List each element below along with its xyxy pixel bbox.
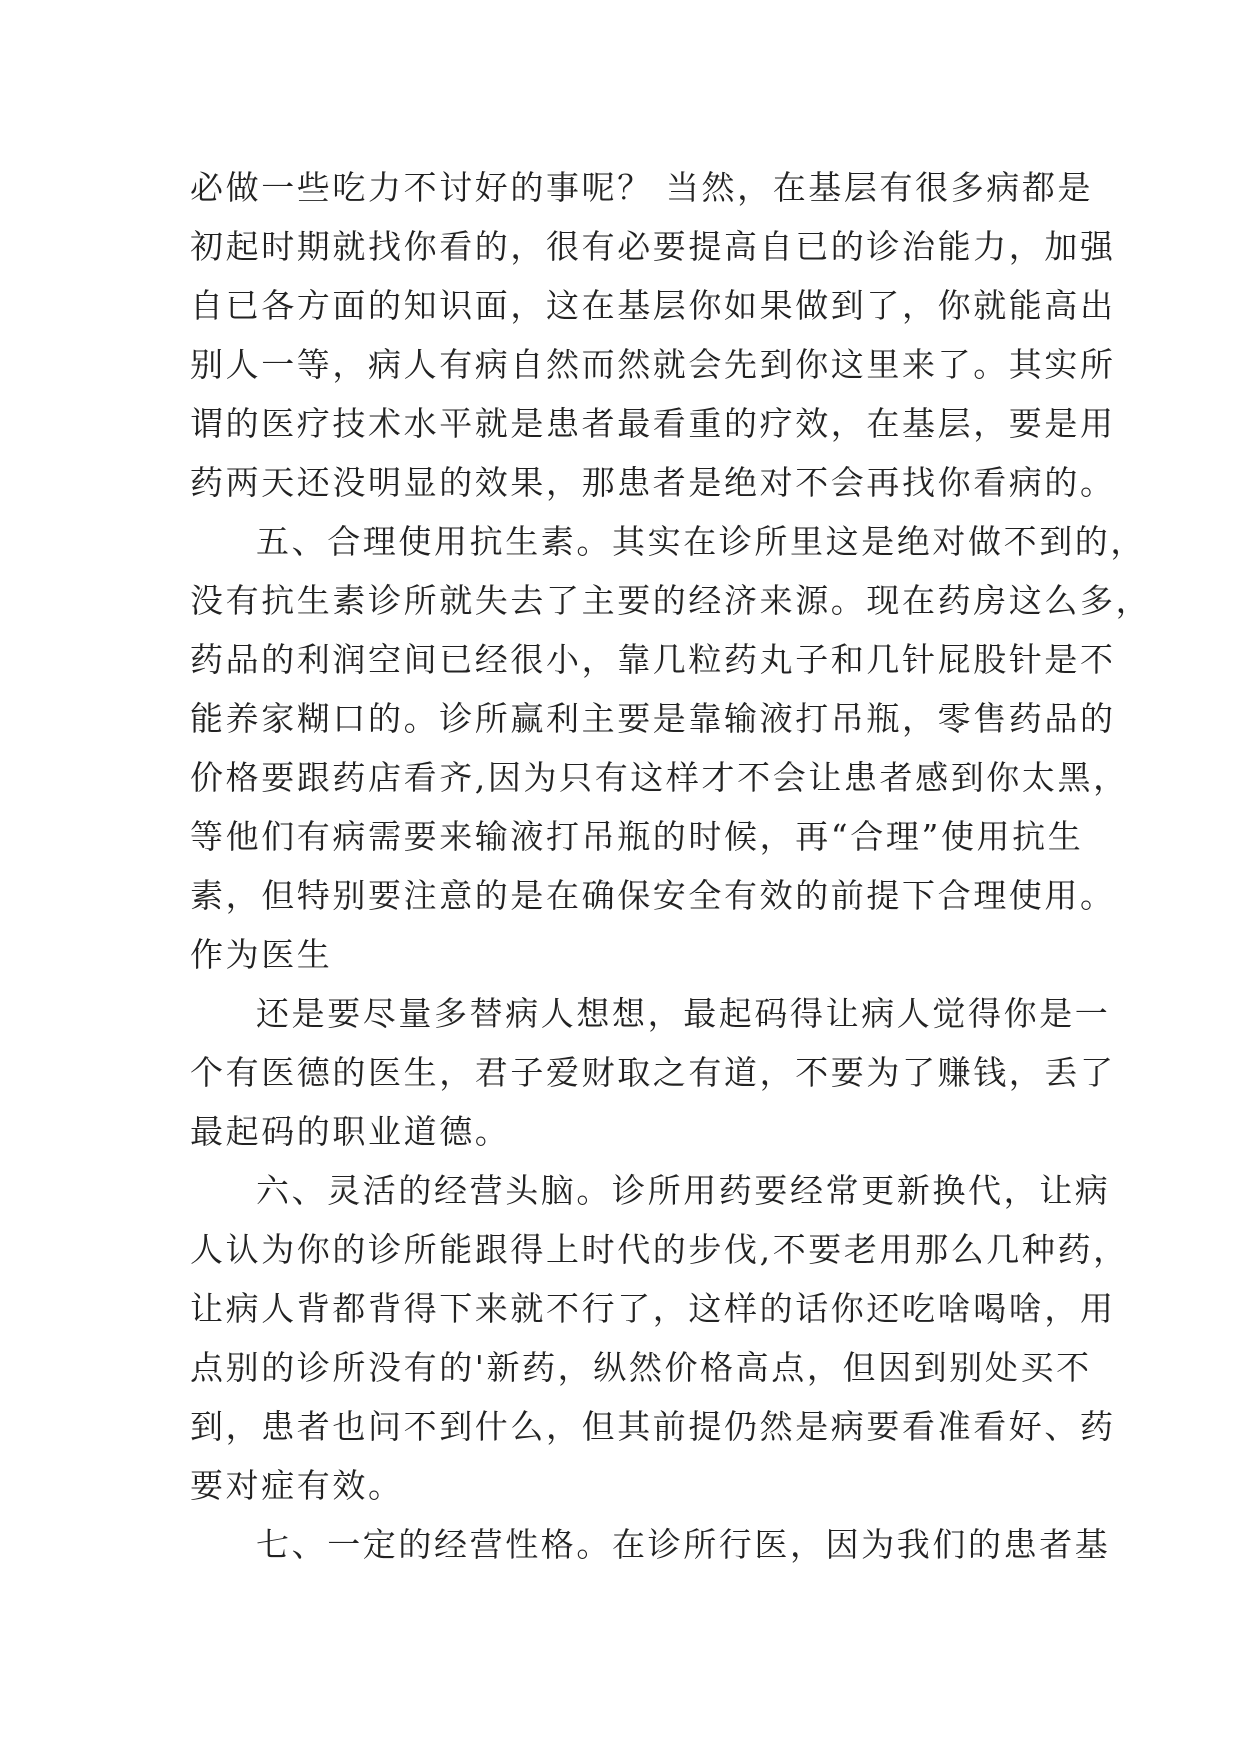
text-line: 必做一些吃力不讨好的事呢？ 当然，在基层有很多病都是 bbox=[190, 168, 1094, 207]
text-line: 等他们有病需要来输液打吊瓶的时候，再“合理”使用抗生 bbox=[190, 817, 1084, 856]
text-line: 价格要跟药店看齐,因为只有这样才不会让患者感到你太黑， bbox=[190, 758, 1129, 797]
paragraph-heading-line: 六、灵活的经营头脑。诊所用药要经常更新换代，让病 bbox=[256, 1171, 1111, 1210]
text-line: 谓的医疗技术水平就是患者最看重的疗效，在基层，要是用 bbox=[190, 404, 1116, 443]
paragraph-heading-line: 五、合理使用抗生素。其实在诊所里这是绝对做不到的， bbox=[256, 522, 1146, 561]
text-line: 要对症有效。 bbox=[190, 1466, 404, 1505]
text-line: 到，患者也问不到什么，但其前提仍然是病要看准看好、药 bbox=[190, 1407, 1116, 1446]
text-line: 初起时期就找你看的，很有必要提高自已的诊治能力，加强 bbox=[190, 227, 1116, 266]
text-line: 能养家糊口的。诊所赢利主要是靠输液打吊瓶，零售药品的 bbox=[190, 699, 1116, 738]
text-line: 素，但特别要注意的是在确保安全有效的前提下合理使用。 bbox=[190, 876, 1116, 915]
text-line: 人认为你的诊所能跟得上时代的步伐,不要老用那么几种药， bbox=[190, 1230, 1129, 1269]
body-text bbox=[190, 158, 1152, 1574]
paragraph-first-line: 还是要尽量多替病人想想，最起码得让病人觉得你是一 bbox=[256, 994, 1111, 1033]
text-line: 自已各方面的知识面，这在基层你如果做到了，你就能高出 bbox=[190, 286, 1116, 325]
text-line: 作为医生 bbox=[190, 935, 333, 974]
text-line: 点别的诊所没有的'新药，纵然价格高点，但因到别处买不 bbox=[190, 1348, 1092, 1387]
text-line: 让病人背都背得下来就不行了，这样的话你还吃啥喝啥，用 bbox=[190, 1289, 1116, 1328]
text-line: 药两天还没明显的效果，那患者是绝对不会再找你看病的。 bbox=[190, 463, 1116, 502]
text-line: 别人一等，病人有病自然而然就会先到你这里来了。其实所 bbox=[190, 345, 1116, 384]
text-line: 没有抗生素诊所就失去了主要的经济来源。现在药房这么多， bbox=[190, 581, 1152, 620]
text-line: 个有医德的医生，君子爱财取之有道，不要为了赚钱，丢了 bbox=[190, 1053, 1116, 1092]
text-line: 最起码的职业道德。 bbox=[190, 1112, 511, 1151]
paragraph-heading-line: 七、一定的经营性格。在诊所行医，因为我们的患者基 bbox=[256, 1525, 1111, 1564]
text-line: 药品的利润空间已经很小，靠几粒药丸子和几针屁股针是不 bbox=[190, 640, 1116, 679]
